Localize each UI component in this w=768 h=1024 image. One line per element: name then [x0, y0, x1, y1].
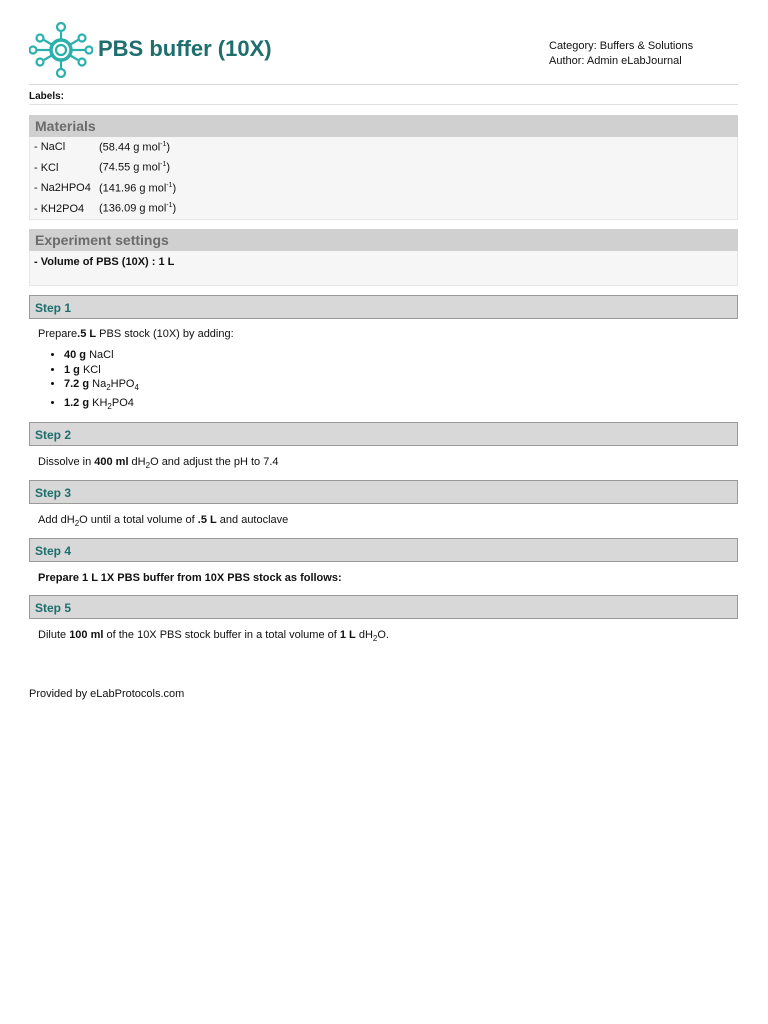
footer-credit: Provided by eLabProtocols.com [29, 688, 185, 700]
molecule-logo-icon [29, 20, 93, 80]
materials-list [29, 137, 738, 220]
step-2-body: Dissolve in 400 ml $dH_2O$ and adjust the pH to 7.4 [38, 456, 279, 471]
material-mass: (141.96 g mol$^{-1}$) [99, 181, 177, 195]
step-5-body: Dilute 100 ml of the 10X PBS stock buffer in a total volume of 1 L $dH_2O$. [38, 629, 389, 644]
material-name: - KH2PO4 [34, 202, 85, 215]
list-item: • 1.2 g $KH_2PO4$ [64, 396, 738, 415]
ingredient-list [38, 348, 738, 414]
document-page [29, 0, 738, 700]
material-mass: (74.55 g mol$^{-1}$) [99, 161, 171, 175]
step-1-intro: Prepare.5 L PBS stock (10X) by adding: [38, 328, 234, 340]
list-item: • 7.2 g $Na_2HPO_4$ [64, 377, 738, 396]
header [29, 0, 738, 85]
document-meta [549, 39, 693, 68]
material-mass: (58.44 g mol$^{-1}$) [99, 140, 171, 154]
step-1-body [29, 319, 738, 422]
step-2-heading: Step 2 [29, 422, 738, 446]
settings-heading: Experiment settings [29, 229, 738, 251]
step-3-body: Add $dH_2O$ until a total volume of .5 L and autoclave [38, 514, 289, 529]
material-row [30, 178, 737, 199]
material-name: - KCl [34, 161, 59, 174]
step-5-heading: Step 5 [29, 595, 738, 619]
page-title: PBS buffer (10X) [98, 36, 272, 61]
settings-panel [29, 229, 738, 286]
settings-volume: - Volume of PBS (10X) : 1 L [29, 251, 738, 286]
step-3-heading: Step 3 [29, 480, 738, 504]
labels-row: Labels: [29, 88, 738, 105]
material-mass: (136.09 g mol$^{-1}$) [99, 202, 177, 216]
materials-heading: Materials [29, 115, 738, 137]
material-row [30, 199, 737, 220]
material-name: - Na2HPO4 [34, 182, 91, 195]
step-1-heading: Step 1 [29, 295, 738, 319]
materials-panel [29, 115, 738, 220]
material-row [30, 158, 737, 179]
list-item: • 1 g KCl [64, 363, 738, 378]
step-4-heading: Step 4 [29, 538, 738, 562]
category-text: Category: Buffers & Solutions [549, 40, 694, 52]
list-item: • 40 g NaCl [64, 348, 738, 363]
author-text: Author: Admin eLabJournal [549, 54, 682, 67]
material-row [30, 137, 737, 158]
material-name: - NaCl [34, 141, 66, 154]
step-4-body: Prepare 1 L 1X PBS buffer from 10X PBS stock as follows: [38, 572, 342, 584]
